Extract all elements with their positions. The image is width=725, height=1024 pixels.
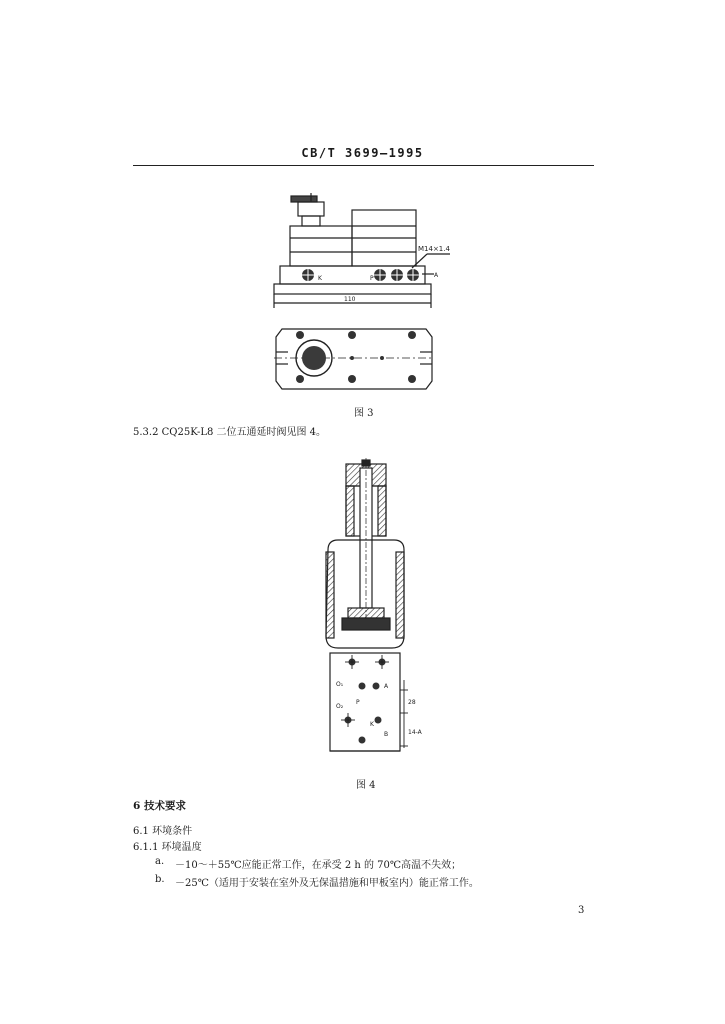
list-item-b: －25℃（适用于安装在室外及无保温措施和甲板室内）能正常工作。 [175,878,479,889]
fig3-thread-label: M14×1.4 [418,245,450,253]
fig3-label-k: K [318,275,322,282]
fig4-label-k: K [370,721,374,728]
fig4-dimension-2: 14-A [408,729,422,736]
document-code-header: CB/T 3699—1995 [301,146,424,160]
section-6-title: 6 技术要求 [133,800,186,812]
fig4-label-o1: O₁ [336,681,344,688]
fig3-dimension-label: 110 [344,296,356,303]
figure-3-elevation [262,190,462,310]
clause-5-3-2: 5.3.2 CQ25K-L8 二位五通延时阀见图 4。 [133,427,327,438]
list-item-a-marker: a. [155,856,165,867]
page-number: 3 [578,905,585,916]
figure-4-valve-section [298,458,428,768]
fig4-label-b: B [384,731,389,738]
fig4-dimension-1: 28 [408,699,416,706]
fig3-label-a: A [434,272,439,279]
figure-3-plan [274,325,434,395]
header-rule [133,165,594,166]
fig4-label-a: A [384,683,389,690]
fig3-label-p: P [370,275,374,282]
figure-3-caption: 图 3 [354,408,374,419]
list-item-a: －10～＋55℃应能正常工作，在承受 2 h 的 70℃高温不失效； [175,860,462,871]
fig4-label-p: P [356,699,360,706]
fig4-label-o2: O₂ [336,703,344,710]
section-6-1-title: 6.1 环境条件 [133,826,193,837]
figure-4-caption: 图 4 [356,780,376,791]
section-6-1-1-title: 6.1.1 环境温度 [133,842,202,853]
list-item-b-marker: b. [155,874,165,885]
